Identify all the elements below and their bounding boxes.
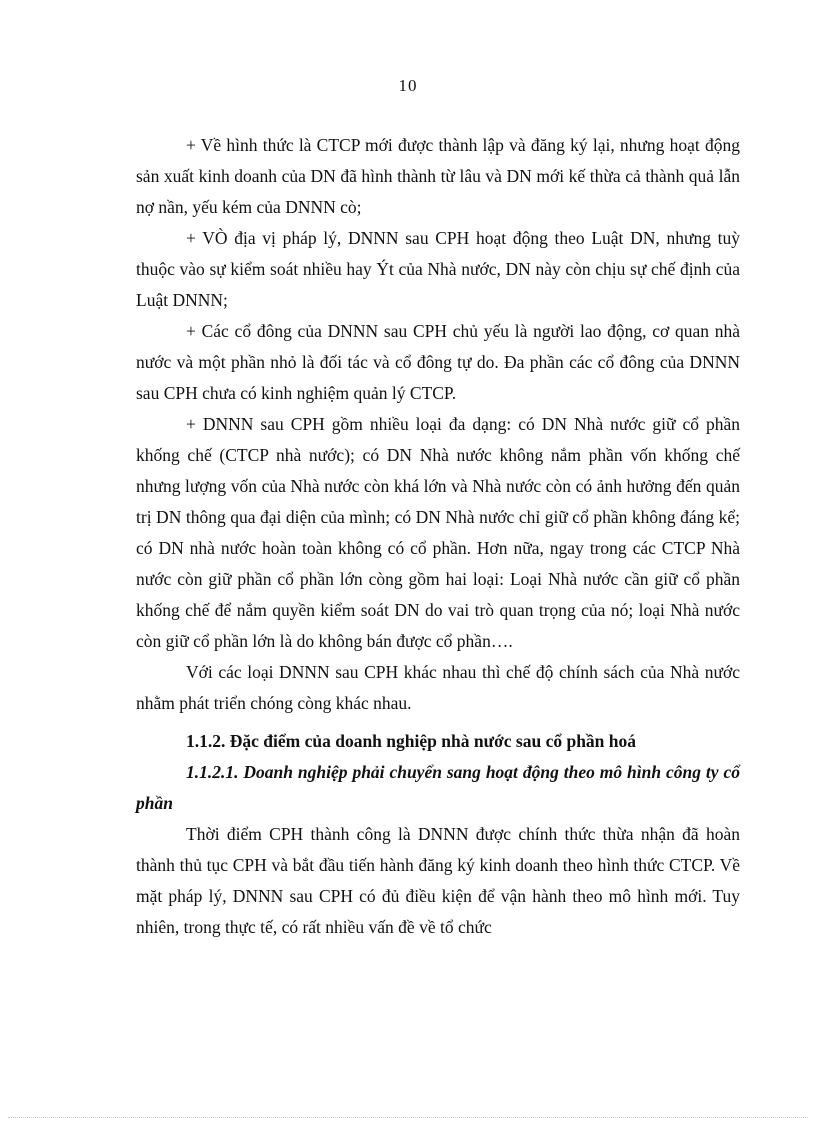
subsection-heading: 1.1.2.1. Doanh nghiệp phải chuyển sang hoạt động theo mô hình công ty cổ phần [136, 762, 740, 813]
page-number: 10 [398, 76, 418, 95]
document-body [136, 130, 740, 943]
paragraph-shareholders: + Các cổ đông của DNNN sau CPH chủ yếu là người lao động, cơ quan nhà nước và một phần nhỏ là đối tác và cổ đông tự do. Đa phần các cổ đông của DNNN sau CPH chưa có kinh nghiệm quản lý CTCP. [136, 321, 740, 403]
paragraph-policy: Với các loại DNNN sau CPH khác nhau thì chế độ chính sách của Nhà nước nhằm phát triển chóng còng khác nhau. [136, 662, 740, 713]
section-heading: 1.1.2. Đặc điểm của doanh nghiệp nhà nước sau cổ phần hoá [186, 731, 637, 751]
paragraph-final: Thời điểm CPH thành công là DNNN được chính thức thừa nhận đã hoàn thành thủ tục CPH và bắt đầu tiến hành đăng ký kinh doanh theo hình thức CTCP. Về mặt pháp lý, DNNN sau CPH có đủ điều kiện để vận hành theo mô hình mới. Tuy nhiên, trong thực tế, có rất nhiều vấn đề về tổ chức [136, 824, 740, 937]
paragraph-enterprise-types: + DNNN sau CPH gồm nhiều loại đa dạng: có DN Nhà nước giữ cổ phần khống chế (CTCP nhà nước); có DN Nhà nước không nắm phần vốn khống chế nhưng lượng vốn của Nhà nước còn khá lớn và Nhà nước còn có ảnh hưởng đến quản trị DN thông qua đại diện của mình; có DN Nhà nước chỉ giữ cổ phần không đáng kể; có DN nhà nước hoàn toàn không có cổ phần. Hơn nữa, ngay trong các CTCP Nhà nước còn giữ phần cổ phần lớn còng gồm hai loại: Loại Nhà nước cần giữ cổ phần khống chế để nắm quyền kiểm soát DN do vai trò quan trọng của nó; loại Nhà nước còn giữ cổ phần lớn là do không bán được cổ phần…. [136, 414, 740, 651]
page-bottom-dotted-line [8, 1117, 808, 1118]
paragraph-legal-status: + VÒ địa vị pháp lý, DNNN sau CPH hoạt động theo Luật DN, nhưng tuỳ thuộc vào sự kiểm soát nhiều hay Ýt của Nhà nước, DN này còn chịu sự chế định của Luật DNNN; [136, 228, 740, 310]
paragraph-legal-form: + Về hình thức là CTCP mới được thành lập và đăng ký lại, nhưng hoạt động sản xuất kinh doanh của DN đã hình thành từ lâu và DN mới kế thừa cả thành quả lẫn nợ nần, yếu kém của DNNN cò; [136, 135, 740, 217]
